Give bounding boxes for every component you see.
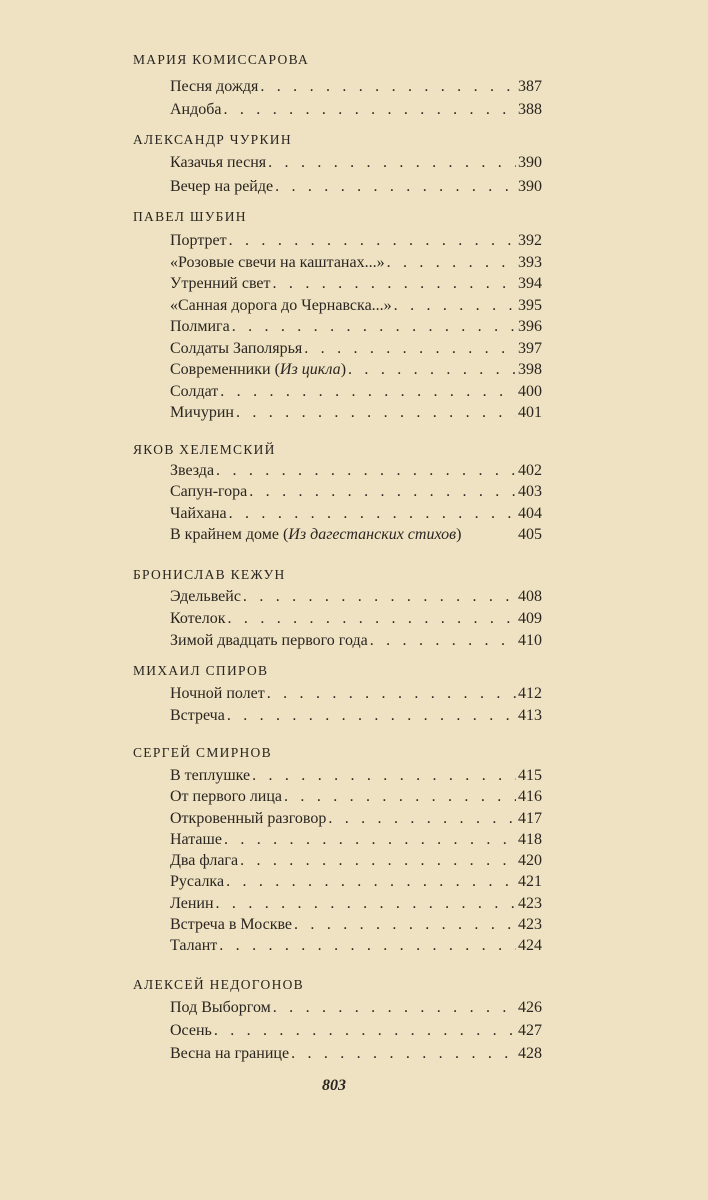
dot-leader (217, 935, 516, 957)
entry-title-text: Под Выборгом (170, 999, 271, 1016)
entry-title-text: Сапун-гора (170, 483, 248, 501)
dot-leader (225, 705, 516, 727)
entry-title (170, 683, 265, 705)
dot-leader (214, 893, 516, 915)
dot-leader (292, 914, 516, 936)
dot-leader (385, 252, 516, 274)
dot-leader (392, 295, 516, 317)
entry-title-text: Вечер на рейде (170, 178, 274, 195)
entry-title (170, 705, 225, 727)
entry-title (170, 273, 271, 295)
toc-entry (170, 252, 542, 274)
dot-leader (212, 1020, 516, 1042)
entry-page: 418 (518, 830, 542, 848)
toc-entry (170, 850, 542, 872)
toc-entry (170, 608, 542, 630)
author-heading: МИХАИЛ СПИРОВ (133, 663, 269, 678)
dot-leader (326, 808, 516, 830)
entry-title-text: Ночной полет (170, 685, 265, 702)
toc-entry (170, 586, 542, 608)
entry-page: 412 (518, 685, 542, 702)
toc-entry (170, 230, 542, 252)
entry-title-text: Талант (170, 937, 218, 954)
entry-title (170, 230, 227, 252)
entry-title (170, 359, 346, 381)
entry-title (170, 829, 222, 851)
entry-title-suffix: ) (340, 361, 347, 378)
entry-title (170, 935, 217, 957)
entry-page: 413 (518, 707, 542, 724)
toc-entry (170, 381, 542, 403)
page-number: 803 (322, 1077, 346, 1094)
author-heading: СЕРГЕЙ СМИРНОВ (133, 745, 272, 760)
toc-entry (170, 316, 542, 338)
dot-leader (230, 316, 516, 338)
entry-title-text: Ленин (170, 894, 214, 912)
entry-page: 397 (518, 339, 542, 357)
entry-title (170, 893, 214, 915)
entry-title-text: Откровенный разговор (170, 809, 327, 827)
entry-title (170, 808, 326, 830)
entry-title-text: От первого лица (170, 788, 283, 806)
entry-title-text: Зимой двадцать первого года (170, 632, 368, 649)
toc-entry (170, 786, 542, 808)
toc-entry (170, 76, 542, 98)
toc-entry (170, 99, 542, 121)
entry-title-text: Два флага (170, 852, 239, 869)
toc-entry (170, 1020, 542, 1042)
dot-leader (241, 586, 516, 608)
toc-entry (170, 997, 542, 1019)
dot-leader (227, 503, 516, 525)
author-heading: БРОНИСЛАВ КЕЖУН (133, 567, 286, 582)
entry-page: 415 (518, 767, 542, 784)
entry-title-text: Казачья песня (170, 154, 267, 171)
toc-entry (170, 935, 542, 957)
toc-entry (170, 914, 542, 936)
toc-entry (170, 152, 542, 174)
dot-leader (271, 273, 516, 295)
entry-title-text: Котелок (170, 610, 226, 627)
entry-title-text: Полмига (170, 318, 230, 335)
entry-page: 421 (518, 873, 542, 891)
author-heading: АЛЕКСАНДР ЧУРКИН (133, 132, 292, 147)
dot-leader (273, 176, 516, 198)
toc-entry (170, 683, 542, 705)
entry-title (170, 402, 234, 424)
entry-title (170, 76, 258, 98)
entry-title-italic: Из дагестанских стихов (288, 525, 457, 543)
entry-title (170, 152, 266, 174)
entry-page: 392 (518, 232, 542, 249)
entry-title-text: Русалка (170, 873, 225, 891)
entry-title-suffix: ) (456, 525, 462, 543)
entry-title-text: Солдат (170, 382, 219, 400)
toc-entry (170, 808, 542, 830)
toc-entry (170, 829, 542, 851)
entry-title (170, 338, 302, 360)
dot-leader (346, 359, 516, 381)
entry-page: 423 (518, 915, 542, 933)
toc-entry (170, 524, 542, 546)
entry-page: 395 (518, 296, 542, 314)
dot-leader (250, 765, 516, 787)
entry-title-text: Эдельвейс (170, 588, 241, 605)
dot-leader (302, 338, 516, 360)
entry-title (170, 1020, 212, 1042)
entry-title-italic: Из цикла (279, 361, 341, 378)
entry-title-text: В крайнем доме ( (170, 525, 289, 543)
entry-title (170, 786, 282, 808)
entry-page: 416 (518, 788, 542, 806)
entry-title (170, 997, 271, 1019)
entry-title-text: Мичурин (170, 404, 234, 421)
entry-page: 420 (518, 852, 542, 869)
dot-leader (266, 152, 516, 174)
entry-title-text: Встреча (170, 707, 225, 724)
entry-title (170, 586, 241, 608)
entry-page: 423 (518, 894, 542, 912)
dot-leader (224, 871, 516, 893)
entry-title (170, 503, 227, 525)
entry-page: 396 (518, 318, 542, 335)
dot-leader (265, 683, 516, 705)
entry-page: 409 (518, 610, 542, 627)
toc-entry (170, 630, 542, 652)
entry-page: 393 (518, 253, 542, 271)
entry-title-text: Солдаты Заполярья (170, 339, 303, 357)
entry-title (170, 295, 392, 317)
entry-title-text: Встреча в Москве (170, 915, 293, 933)
entry-title (170, 252, 385, 274)
entry-page: 424 (518, 937, 542, 954)
toc-entry (170, 402, 542, 424)
dot-leader (368, 630, 516, 652)
entry-page: 388 (518, 101, 542, 118)
toc-entry (170, 338, 542, 360)
entry-title-text: Современники ( (170, 361, 280, 378)
dot-leader (214, 460, 516, 482)
entry-title (170, 99, 222, 121)
entry-title (170, 176, 273, 198)
author-heading: ПАВЕЛ ШУБИН (133, 209, 247, 224)
dot-leader (222, 99, 517, 121)
entry-page: 427 (518, 1022, 542, 1039)
entry-title (170, 765, 250, 787)
dot-leader (218, 381, 516, 403)
author-heading: АЛЕКСЕЙ НЕДОГОНОВ (133, 977, 304, 992)
entry-page: 428 (518, 1045, 542, 1062)
entry-title-text: Звезда (170, 462, 215, 479)
entry-title-text: Чайхана (170, 504, 227, 522)
entry-page: 398 (518, 361, 542, 378)
dot-leader (258, 76, 516, 98)
toc-entry (170, 359, 542, 381)
entry-title-text: Утренний свет (170, 275, 271, 292)
dot-leader (247, 481, 516, 503)
dot-leader (227, 230, 516, 252)
entry-title-text: Весна на границе (170, 1045, 290, 1062)
entry-page: 417 (518, 809, 542, 827)
entry-title-text: «Розовые свечи на каштанах...» (170, 253, 385, 271)
entry-page: 405 (518, 525, 542, 543)
entry-title (170, 630, 368, 652)
entry-title (170, 481, 247, 503)
toc-entry (170, 295, 542, 317)
entry-title (170, 316, 230, 338)
dot-leader (234, 402, 516, 424)
entry-title (170, 914, 292, 936)
dot-leader (282, 786, 516, 808)
dot-leader (289, 1043, 516, 1065)
toc-entry (170, 273, 542, 295)
entry-title (170, 381, 218, 403)
entry-title-text: «Санная дорога до Чернавска...» (170, 296, 392, 314)
dot-leader (238, 850, 516, 872)
entry-page: 394 (518, 275, 542, 292)
entry-page: 408 (518, 588, 542, 605)
toc-entry (170, 503, 542, 525)
entry-page: 390 (518, 154, 542, 171)
entry-page: 426 (518, 999, 542, 1016)
toc-entry (170, 176, 542, 198)
dot-leader (271, 997, 516, 1019)
entry-title (170, 524, 516, 546)
entry-page: 387 (518, 78, 542, 95)
entry-page: 410 (518, 632, 542, 649)
entry-page: 403 (518, 483, 542, 501)
dot-leader (222, 829, 516, 851)
entry-title (170, 871, 224, 893)
author-heading: ЯКОВ ХЕЛЕМСКИЙ (133, 442, 276, 457)
entry-page: 402 (518, 462, 542, 479)
entry-title-text: Портрет (170, 232, 227, 249)
entry-title (170, 460, 214, 482)
toc-entry (170, 481, 542, 503)
entry-page: 390 (518, 178, 542, 195)
entry-page: 401 (518, 404, 542, 421)
entry-page: 404 (518, 504, 542, 522)
entry-title-text: Андоба (170, 101, 222, 118)
toc-entry (170, 765, 542, 787)
toc-entry (170, 460, 542, 482)
entry-title (170, 1043, 289, 1065)
toc-entry (170, 705, 542, 727)
dot-leader (226, 608, 516, 630)
entry-title-text: Песня дождя (170, 78, 259, 95)
entry-title-text: Осень (170, 1022, 212, 1039)
author-heading: МАРИЯ КОМИССАРОВА (133, 52, 310, 67)
entry-title-text: В теплушке (170, 767, 251, 784)
toc-entry (170, 893, 542, 915)
entry-title-text: Наташе (170, 830, 222, 848)
entry-title (170, 608, 226, 630)
toc-entry (170, 1043, 542, 1065)
toc-entry (170, 871, 542, 893)
entry-title (170, 850, 238, 872)
entry-page: 400 (518, 382, 542, 400)
